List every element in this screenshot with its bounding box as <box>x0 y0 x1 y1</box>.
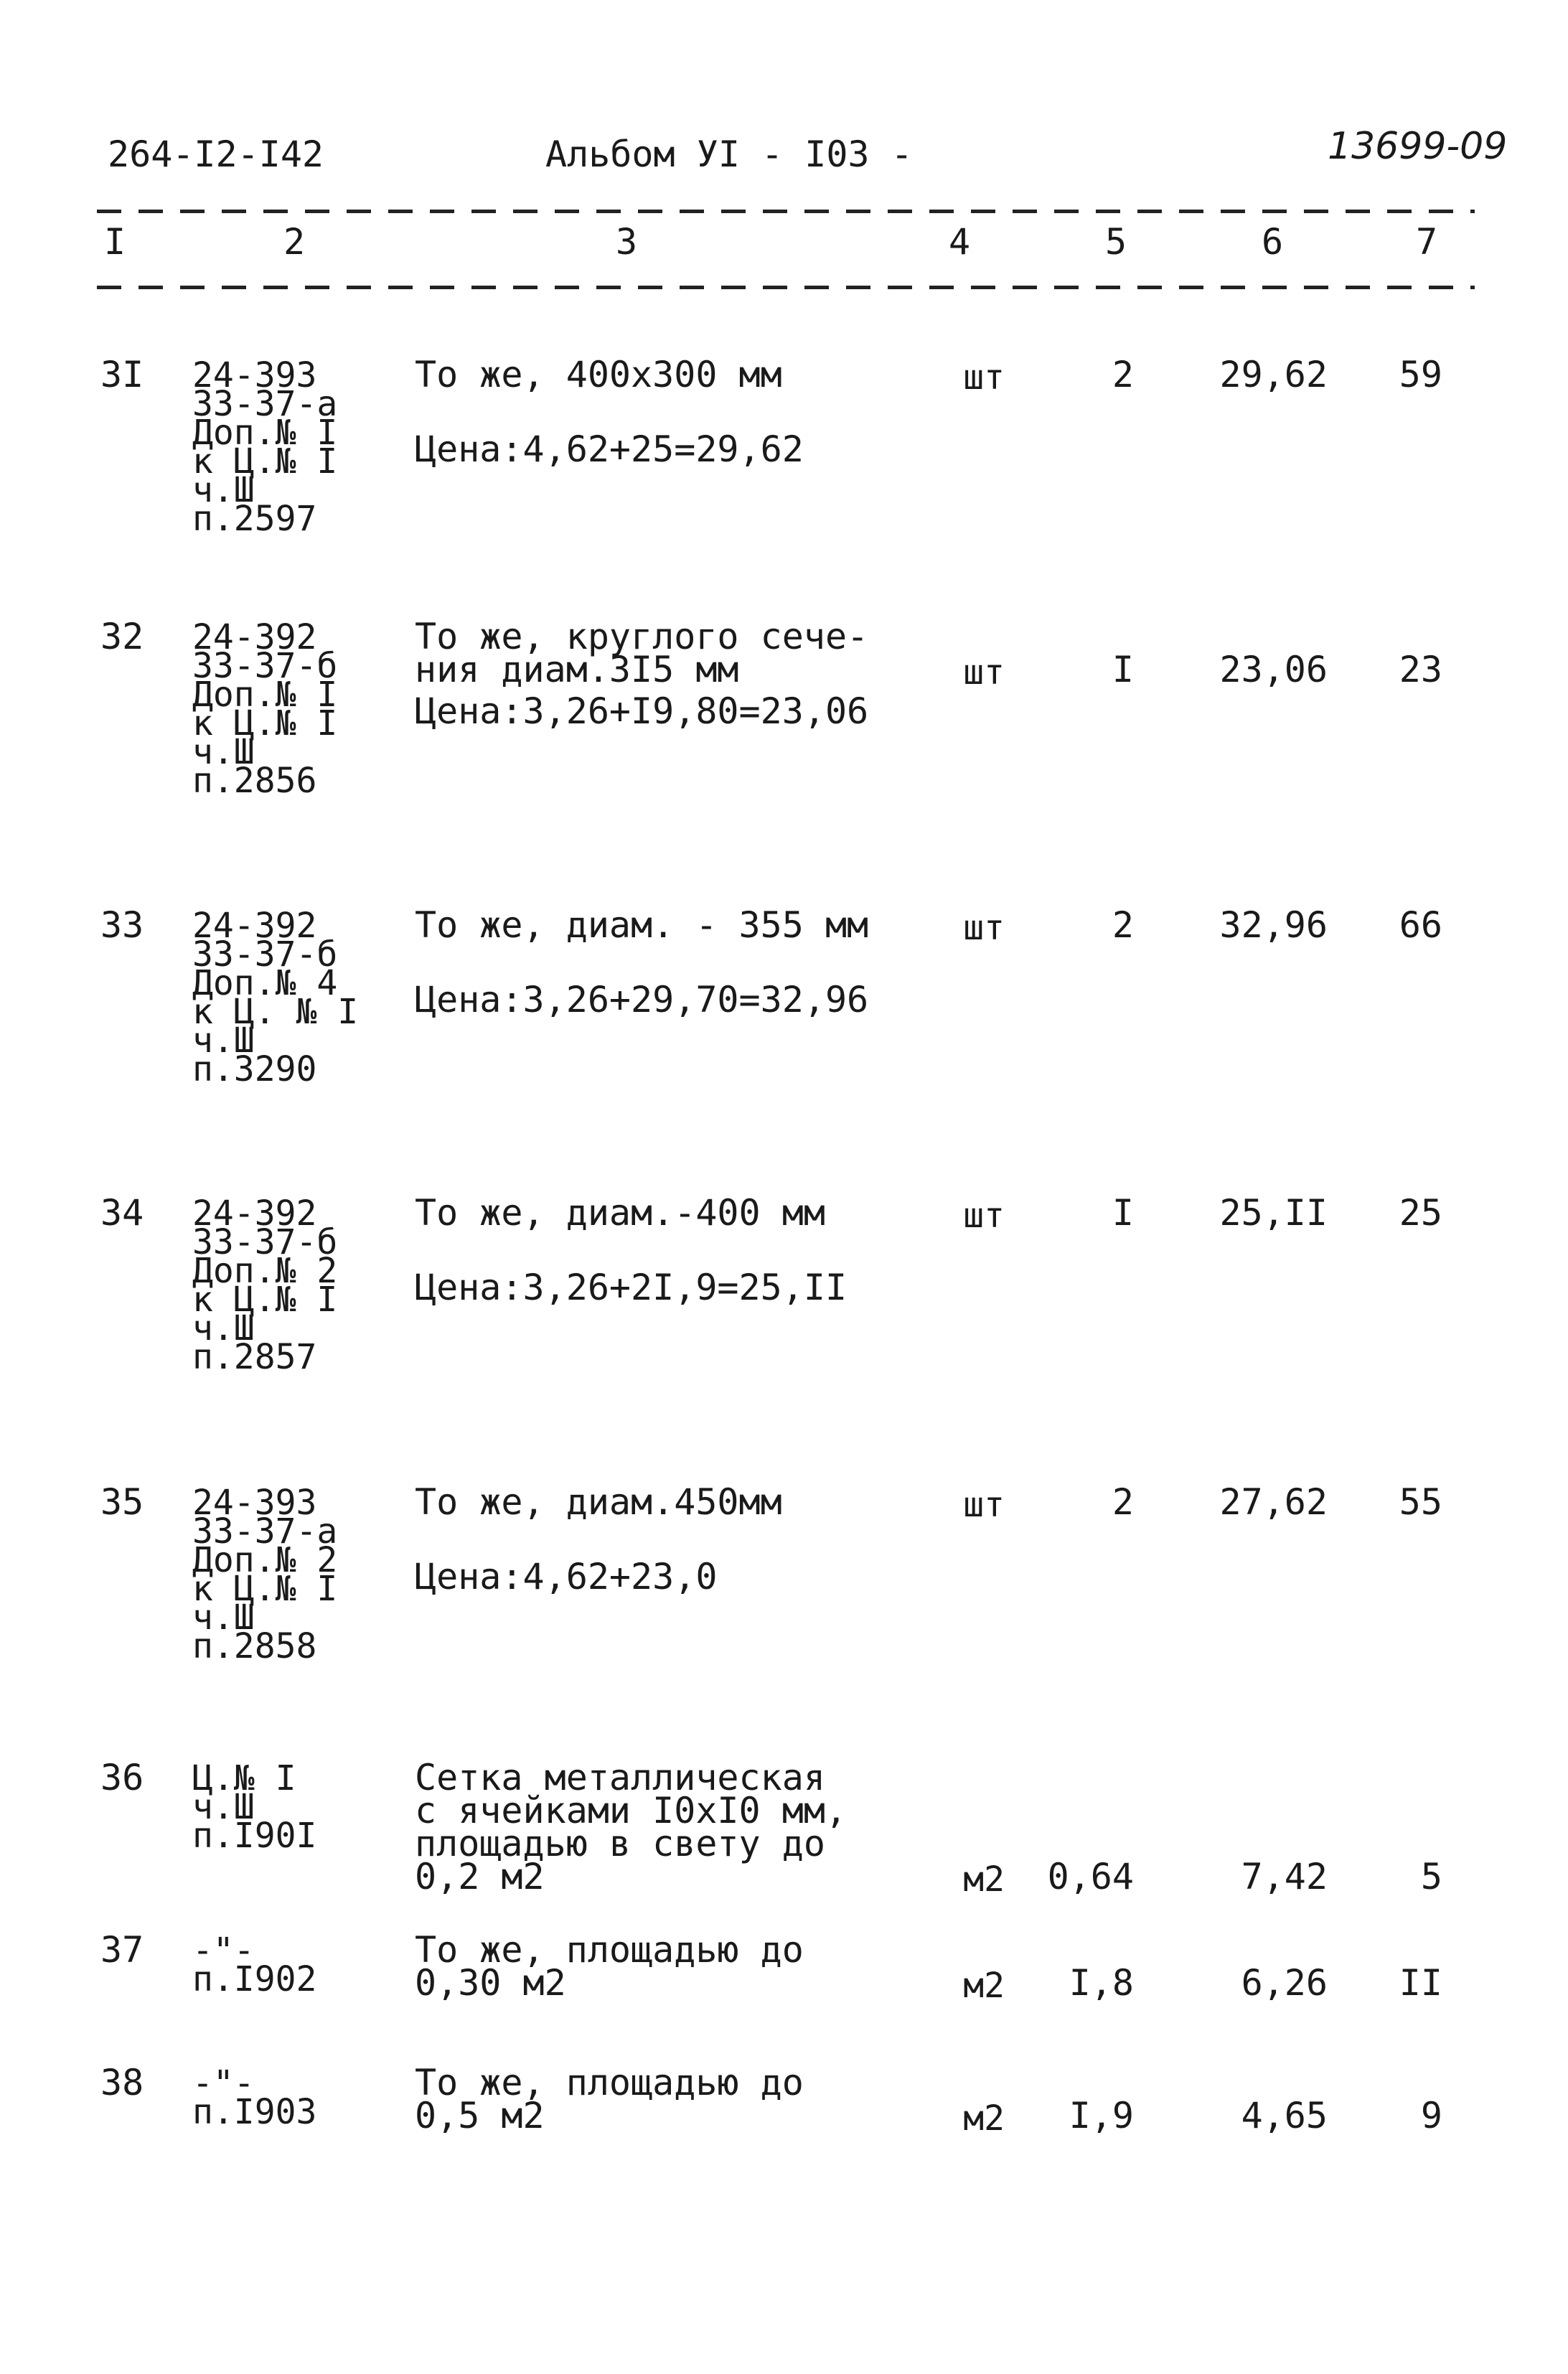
column-header-3: 3 <box>616 221 638 263</box>
column-header-2: 2 <box>283 221 306 263</box>
reference-line: к Ц.№ I <box>192 703 338 743</box>
unit-price: 25,II <box>1219 1192 1328 1234</box>
row-number: 36 <box>100 1757 144 1798</box>
description-line: Сетка металлическая <box>415 1757 825 1798</box>
reference-line: 24-392 <box>192 617 317 657</box>
quantity: 0,64 <box>1047 1856 1134 1897</box>
row-total: 9 <box>1420 2095 1442 2136</box>
unit-of-measure: шт <box>963 357 1005 398</box>
quantity: 2 <box>1112 354 1134 395</box>
reference-line: п.2597 <box>192 499 317 539</box>
unit-of-measure: шт <box>963 908 1005 948</box>
quantity: I,8 <box>1069 1962 1134 2004</box>
reference-line: к Ц. № I <box>192 992 359 1032</box>
description-line: То же, площадью до <box>415 2062 804 2103</box>
description-line: 0,2 м2 <box>415 1856 545 1897</box>
unit-price: 27,62 <box>1219 1481 1328 1523</box>
document-code: 264-I2-I42 <box>108 133 324 175</box>
reference-line: п.2858 <box>192 1626 317 1666</box>
row-total: II <box>1399 1962 1442 2004</box>
reference-line: 33-37-б <box>192 934 338 975</box>
reference-line: -"- <box>192 2063 255 2103</box>
handwritten-number: 13699-09 <box>1328 125 1508 168</box>
quantity: 2 <box>1112 904 1134 946</box>
column-header-4: 4 <box>949 221 971 263</box>
reference-line: Доп.№ 2 <box>192 1251 338 1291</box>
quantity: I,9 <box>1069 2095 1134 2136</box>
description-line: ния диам.3I5 мм <box>415 649 739 690</box>
reference-line: 24-392 <box>192 1193 317 1234</box>
row-total: 5 <box>1420 1856 1442 1897</box>
reference-line: к Ц.№ I <box>192 1569 338 1609</box>
description-line: То же, 400х300 мм <box>415 354 782 395</box>
unit-of-measure: м2 <box>963 2098 1005 2139</box>
reference-line: Доп.№ 2 <box>192 1540 338 1580</box>
price-note: Цена:3,26+29,70=32,96 <box>415 979 869 1021</box>
unit-price: 6,26 <box>1241 1962 1328 2004</box>
row-total: 23 <box>1399 649 1442 690</box>
row-number: 3I <box>100 354 144 395</box>
album-page-label: Альбом УI - I03 - <box>545 133 913 175</box>
column-header-1: I <box>104 221 126 263</box>
reference-line: 33-37-б <box>192 646 338 686</box>
column-header-7: 7 <box>1416 221 1438 263</box>
description-line: То же, круглого сече- <box>415 616 869 657</box>
row-number: 34 <box>100 1192 144 1234</box>
reference-line: п.2857 <box>192 1337 317 1377</box>
row-total: 55 <box>1399 1481 1442 1523</box>
price-note: Цена:4,62+23,0 <box>415 1556 718 1597</box>
reference-line: п.I902 <box>192 1959 317 1999</box>
reference-line: ч.Ш <box>192 1787 255 1827</box>
reference-line: Доп.№ 4 <box>192 963 338 1003</box>
description-line: То же, диам.450мм <box>415 1481 782 1523</box>
reference-line: 24-392 <box>192 906 317 946</box>
row-number: 38 <box>100 2062 144 2103</box>
reference-line: Доп.№ I <box>192 413 338 453</box>
quantity: I <box>1112 649 1134 690</box>
description-line: площадью в свету до <box>415 1823 825 1864</box>
reference-line: 33-37-а <box>192 1511 338 1552</box>
reference-line: ч.Ш <box>192 470 255 510</box>
reference-line: 33-37-б <box>192 1222 338 1262</box>
description-line: То же, площадью до <box>415 1929 804 1971</box>
reference-line: Ц.№ I <box>192 1758 296 1798</box>
description-line: с ячейками I0хI0 мм, <box>415 1790 848 1831</box>
reference-line: к Ц.№ I <box>192 1280 338 1320</box>
reference-line: ч.Ш <box>192 1597 255 1638</box>
reference-line: Доп.№ I <box>192 675 338 715</box>
reference-line: ч.Ш <box>192 1308 255 1348</box>
quantity: I <box>1112 1192 1134 1234</box>
unit-price: 32,96 <box>1219 904 1328 946</box>
unit-price: 29,62 <box>1219 354 1328 395</box>
description-line: То же, диам.-400 мм <box>415 1192 825 1234</box>
reference-line: к Ц.№ I <box>192 441 338 482</box>
price-note: Цена:3,26+2I,9=25,II <box>415 1267 848 1308</box>
reference-line: ч.Ш <box>192 732 255 772</box>
row-number: 33 <box>100 904 144 946</box>
unit-of-measure: м2 <box>963 1859 1005 1900</box>
quantity: 2 <box>1112 1481 1134 1523</box>
column-header-5: 5 <box>1105 221 1127 263</box>
reference-line: п.I903 <box>192 2092 317 2132</box>
row-total: 66 <box>1399 904 1442 946</box>
unit-price: 7,42 <box>1241 1856 1328 1897</box>
unit-of-measure: шт <box>963 1485 1005 1525</box>
unit-price: 4,65 <box>1241 2095 1328 2136</box>
unit-of-measure: шт <box>963 1196 1005 1236</box>
reference-line: 24-393 <box>192 1483 317 1523</box>
price-note: Цена:4,62+25=29,62 <box>415 428 804 470</box>
reference-line: ч.Ш <box>192 1021 255 1061</box>
reference-line: п.I90I <box>192 1816 317 1856</box>
price-note: Цена:3,26+I9,80=23,06 <box>415 690 869 732</box>
column-header-6: 6 <box>1262 221 1284 263</box>
reference-line: п.2856 <box>192 761 317 801</box>
row-number: 35 <box>100 1481 144 1523</box>
row-number: 37 <box>100 1929 144 1971</box>
unit-of-measure: м2 <box>963 1966 1005 2006</box>
row-total: 25 <box>1399 1192 1442 1234</box>
reference-line: 24-393 <box>192 355 317 395</box>
unit-of-measure: шт <box>963 652 1005 693</box>
reference-line: -"- <box>192 1930 255 1971</box>
description-line: 0,5 м2 <box>415 2095 545 2136</box>
row-total: 59 <box>1399 354 1442 395</box>
description-line: 0,30 м2 <box>415 1962 566 2004</box>
row-number: 32 <box>100 616 144 657</box>
description-line: То же, диам. - 355 мм <box>415 904 869 946</box>
reference-line: 33-37-а <box>192 384 338 424</box>
dashed-rule-header <box>97 286 1475 289</box>
unit-price: 23,06 <box>1219 649 1328 690</box>
reference-line: п.3290 <box>192 1049 317 1089</box>
dashed-rule-top <box>97 210 1475 213</box>
